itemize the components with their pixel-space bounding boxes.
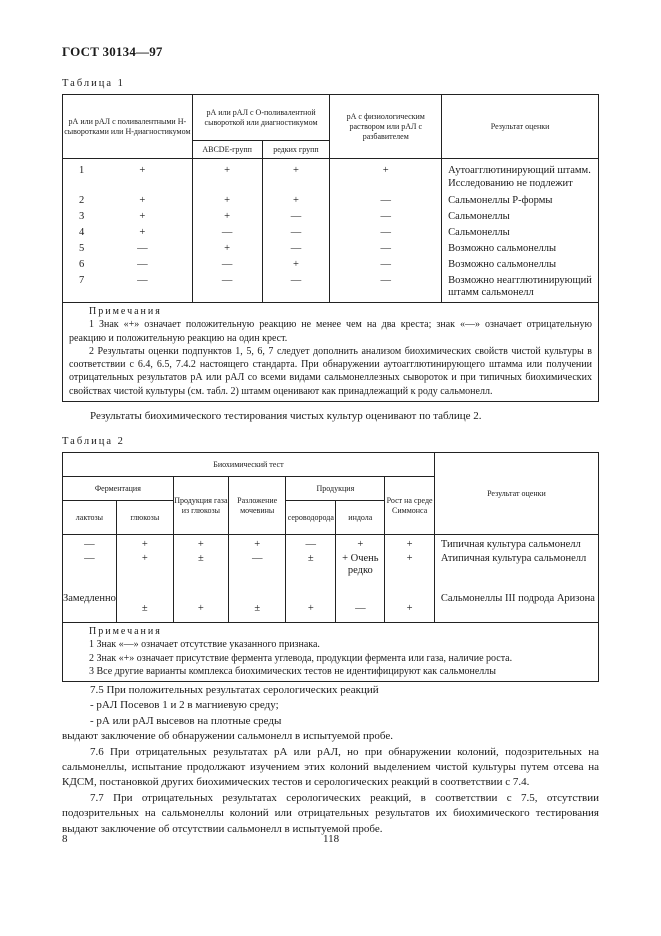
- t1-cell-col2a: —: [192, 227, 262, 243]
- t1-cell-col3: —: [330, 211, 442, 227]
- t1-cell-col1: [63, 211, 193, 227]
- t1-cell-value: —: [137, 274, 148, 286]
- para-7-5-conclusion: выдают заключение об обнаружении сальмонелл в испытуемой пробе.: [62, 730, 393, 743]
- t1-row: [63, 195, 599, 211]
- t1-cell-col1: [63, 195, 193, 211]
- t2-notes-title: Примечания: [89, 626, 162, 637]
- t1-cell-col2a: +: [192, 211, 262, 227]
- t1-note-2: 2 Результаты оценки подпунктов 1, 5, 6, 7 следует дополнить анализом биохимических свойств чистой культуры в соответствии с 6.4, 6.5, 7.4.2 настоящего стандарта. При обнаружении аутоагглютинирующего штамма или получении отрицательных результатов рА или рАЛ со всеми видами сальмонеллезных сывороток и при типичных биохимических свойствах чистой культуры (см. табл. 2) штамм оценивают как принадлежащий к роду сальмонелл.: [69, 345, 592, 397]
- t1-row: [63, 227, 599, 243]
- t1-cell-value: +: [139, 165, 146, 176]
- t2-note-3: 3 Все другие варианты комплекса биохимических тестов не идентифицируют как сальмонеллы: [89, 665, 497, 677]
- t2-header-biotest: Биохимический тест: [63, 453, 435, 477]
- t2-row: [63, 535, 599, 553]
- t1-row-number: 6: [79, 258, 85, 270]
- t1-cell-col2a: +: [192, 159, 262, 195]
- t2-cell-c6: +: [336, 535, 385, 553]
- t1-cell-col3: +: [330, 159, 442, 195]
- t2-cell-c7: +: [385, 593, 434, 623]
- t2-cell-c7: +: [385, 553, 434, 593]
- t2-header-indole: индола: [336, 501, 385, 535]
- t1-cell-col2a: —: [192, 275, 262, 303]
- t2-cell-c2: ±: [116, 593, 173, 623]
- t1-header-col2b: редких групп: [262, 141, 330, 159]
- t1-cell-col2b: +: [262, 159, 330, 195]
- t2-cell-result: Атипичная культура сальмонелл: [434, 553, 598, 593]
- t1-cell-col2a: +: [192, 195, 262, 211]
- para-7-5: 7.5 При положительных результатах серологических реакций: [90, 684, 379, 696]
- t1-cell-result: Аутоагглютинирующий штамм. Исследованию не подлежит: [442, 159, 599, 195]
- t1-row-number: 1: [79, 165, 85, 176]
- t2-header-simmons: Рост на среде Симмонса: [385, 477, 434, 535]
- para-7-7: 7.7 При отрицательных результатах серологических реакций, в соответствии с 7.5, отсутствии подозрительных на сальмонеллы колоний или отрицательных результатов их биохимического тестирования выдают заключение об отсутствии сальмонелл в испытуемой пробе.: [62, 791, 599, 835]
- t2-cell-c3: ±: [173, 553, 228, 593]
- t1-note-1: 1 Знак «+» означает положительную реакцию не менее чем на два креста; знак «—» означает отрицательную реакцию и положительную реакцию на один крест.: [69, 319, 592, 344]
- t2-row: [63, 553, 599, 593]
- table-2: [62, 452, 599, 682]
- t1-cell-col3: —: [330, 195, 442, 211]
- t1-cell-result: Сальмонеллы: [442, 227, 599, 243]
- t1-header-col1: рА или рАЛ с поливалентными Н-сыворотками или Н-диагностикумом: [63, 95, 193, 159]
- t1-row: [63, 259, 599, 275]
- t2-cell-c7: +: [385, 535, 434, 553]
- t1-row: [63, 159, 599, 195]
- t1-cell-col2b: —: [262, 243, 330, 259]
- table-1: [62, 94, 599, 402]
- t1-cell-value: —: [137, 242, 148, 254]
- t2-cell-c2: +: [116, 535, 173, 553]
- t2-header-urea: Разложение мочевины: [229, 477, 286, 535]
- t1-cell-value: +: [139, 194, 146, 206]
- t1-cell-col2b: +: [262, 259, 330, 275]
- t1-header-col2a: ABCDE-групп: [192, 141, 262, 159]
- t1-cell-col2b: —: [262, 227, 330, 243]
- t2-cell-c3: +: [173, 593, 228, 623]
- t1-cell-col3: —: [330, 259, 442, 275]
- t1-row: [63, 275, 599, 303]
- t2-note-1: 1 Знак «—» означает отсутствие указанного признака.: [89, 639, 320, 651]
- t2-cell-c1: Замедленно: [63, 593, 117, 623]
- para-7-5-item-b: - рА или рАЛ высевов на плотные среды: [90, 714, 282, 727]
- t1-cell-col2a: —: [192, 259, 262, 275]
- t2-row: [63, 593, 599, 623]
- t1-cell-col2b: +: [262, 195, 330, 211]
- t2-cell-result: Сальмонеллы III подрода Аризона: [434, 593, 598, 623]
- t2-header-gas: Продукция газа из глюкозы: [173, 477, 228, 535]
- t1-cell-col2b: —: [262, 211, 330, 227]
- t1-cell-value: +: [139, 210, 146, 222]
- t1-cell-col3: —: [330, 227, 442, 243]
- page-number-center: 118: [323, 833, 340, 845]
- t2-cell-c6: + Очень редко: [336, 553, 385, 593]
- t1-row: [63, 211, 599, 227]
- standard-title: ГОСТ 30134—97: [62, 44, 163, 59]
- t1-cell-result: Возможно неагглютинирующий штамм сальмонелл: [442, 275, 599, 303]
- t2-cell-c2: +: [116, 553, 173, 593]
- t2-header-h2s: сероводорода: [286, 501, 336, 535]
- t2-header-production: Продукция: [286, 477, 385, 501]
- para-7-5-item-a: - рАЛ Посевов 1 и 2 в магниевую среду;: [90, 699, 279, 712]
- t1-header-col4: Результат оценки: [442, 95, 599, 159]
- t2-cell-c4: +: [229, 535, 286, 553]
- t1-row-number: 5: [79, 242, 85, 254]
- t2-cell-c5: +: [286, 593, 336, 623]
- t1-cell-result: Возможно сальмонеллы: [442, 259, 599, 275]
- t1-cell-result: Сальмонеллы: [442, 211, 599, 227]
- t2-cell-c1: —: [63, 535, 117, 553]
- t1-row-number: 3: [79, 210, 85, 222]
- t1-row-number: 2: [79, 194, 85, 206]
- t1-notes: [63, 303, 599, 402]
- t2-cell-result: Типичная культура сальмонелл: [434, 535, 598, 553]
- table1-caption: Таблица 1: [62, 78, 125, 89]
- t1-notes-title: Примечания: [89, 306, 162, 317]
- t2-cell-c6: —: [336, 593, 385, 623]
- between-text: Результаты биохимического тестирования чистых культур оценивают по таблице 2.: [90, 410, 482, 422]
- t1-cell-col1: [63, 159, 193, 195]
- t2-cell-c5: —: [286, 535, 336, 553]
- t2-cell-c3: +: [173, 535, 228, 553]
- t1-cell-col2a: +: [192, 243, 262, 259]
- t1-cell-result: Сальмонеллы Р-формы: [442, 195, 599, 211]
- t2-header-glucose: глюкозы: [116, 501, 173, 535]
- t1-cell-value: +: [139, 226, 146, 238]
- t1-row-number: 7: [79, 274, 85, 286]
- t1-cell-col3: —: [330, 275, 442, 303]
- t1-cell-col1: [63, 227, 193, 243]
- t2-notes: [63, 623, 599, 682]
- t1-row-number: 4: [79, 226, 85, 238]
- t2-header-result: Результат оценки: [434, 453, 598, 535]
- t1-cell-col1: [63, 275, 193, 303]
- t1-header-col3: рА с физиологическим раствором или рАЛ с разбавителем: [330, 95, 442, 159]
- t1-cell-value: —: [137, 258, 148, 270]
- body-text: [62, 683, 599, 837]
- t2-cell-c5: ±: [286, 553, 336, 593]
- t1-cell-col3: —: [330, 243, 442, 259]
- t2-header-ferment: Ферментация: [63, 477, 174, 501]
- t1-cell-col1: [63, 243, 193, 259]
- t1-cell-result: Возможно сальмонеллы: [442, 243, 599, 259]
- page-number-left: 8: [62, 833, 68, 845]
- t2-header-lactose: лактозы: [63, 501, 117, 535]
- t1-header-col2-group: рА или рАЛ с О-поливалентной сывороткой или диагностикумом: [192, 95, 330, 141]
- t2-cell-c1: —: [63, 553, 117, 593]
- table2-caption: Таблица 2: [62, 436, 125, 447]
- t1-row: [63, 243, 599, 259]
- t2-cell-c4: —: [229, 553, 286, 593]
- t1-cell-col2b: —: [262, 275, 330, 303]
- t2-cell-c4: ±: [229, 593, 286, 623]
- para-7-6: 7.6 При отрицательных результатах рА или рАЛ, но при обнаружении колоний, подозрительных на сальмонеллы, испытание продолжают изучением этих колоний выделением чистой культуры путем отсева на КДСМ, постановкой других биохимических тестов и серологических реакций в соответствии с 7.4.: [62, 745, 599, 789]
- t1-cell-col1: [63, 259, 193, 275]
- t2-note-2: 2 Знак «+» означает присутствие фермента углевода, продукции фермента или газа, наличие роста.: [89, 652, 513, 664]
